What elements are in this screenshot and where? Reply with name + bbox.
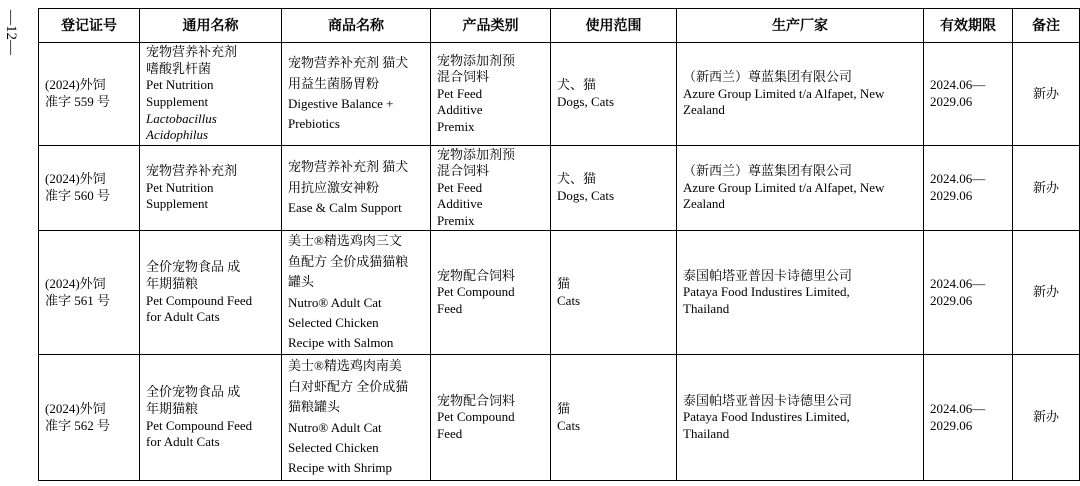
reg-no-line: 准字 561 号 xyxy=(45,292,111,308)
generic-name-cell xyxy=(140,146,282,231)
category-line: 混合饲料 xyxy=(437,69,490,85)
reg-no-line: 准字 562 号 xyxy=(45,417,111,433)
generic-name-line: Acidophilus xyxy=(146,127,209,143)
scope-line: Dogs, Cats xyxy=(557,188,615,203)
trade-name-cell xyxy=(282,355,431,481)
header-validity: 有效期限 xyxy=(924,9,1013,43)
header-generic-name: 通用名称 xyxy=(140,9,282,43)
reg-no-line: 准字 560 号 xyxy=(45,188,111,203)
scope-cell xyxy=(551,231,677,355)
trade-name-line: 宠物营养补充剂 猫犬 xyxy=(288,159,409,175)
trade-name-line: 罐头 xyxy=(288,274,315,290)
table-row xyxy=(39,355,1080,481)
page-number: —12— xyxy=(3,10,19,55)
generic-name-line: Supplement xyxy=(146,94,209,109)
generic-name-line: 全价宠物食品 成 xyxy=(146,384,241,400)
validity-line: 2029.06 xyxy=(930,188,973,203)
trade-name-cell xyxy=(282,43,431,146)
header-manufacturer: 生产厂家 xyxy=(677,9,924,43)
remark-cell xyxy=(1013,43,1080,146)
reg-no-cell xyxy=(39,146,140,231)
remark-cell xyxy=(1013,355,1080,481)
generic-name-line: Pet Compound Feed xyxy=(146,417,253,433)
generic-name-line: 宠物营养补充剂 xyxy=(146,44,238,60)
trade-name-line: 白对虾配方 全价成猫 xyxy=(288,378,409,394)
manufacturer-line: Thailand xyxy=(683,300,730,316)
reg-no-cell xyxy=(39,355,140,481)
manufacturer-line: 泰国帕塔亚普因卡诗德里公司 xyxy=(683,392,853,408)
category-line: Pet Feed xyxy=(437,85,483,101)
remark-text: 新办 xyxy=(1032,179,1059,195)
category-cell xyxy=(431,355,551,481)
header-reg-no: 登记证号 xyxy=(39,9,140,43)
header-category: 产品类别 xyxy=(431,9,551,43)
manufacturer-line: Pataya Food Industires Limited, xyxy=(683,409,850,425)
manufacturer-line: （新西兰）尊蓝集团有限公司 xyxy=(683,163,853,179)
scope-line: Dogs, Cats xyxy=(557,94,615,109)
table-header xyxy=(39,9,1080,43)
header-remark: 备注 xyxy=(1013,9,1080,43)
generic-name-cell xyxy=(140,355,282,481)
trade-name-line: 用抗应激安神粉 xyxy=(288,179,380,195)
remark-text: 新办 xyxy=(1032,409,1059,425)
generic-name-line: Pet Compound Feed xyxy=(146,292,253,308)
trade-name-line: 鱼配方 全价成猫猫粮 xyxy=(288,253,409,269)
manufacturer-line: 泰国帕塔亚普因卡诗德里公司 xyxy=(683,267,853,283)
manufacturer-line: Azure Group Limited t/a Alfapet, New xyxy=(683,179,885,195)
category-cell xyxy=(431,43,551,146)
trade-name-line: Digestive Balance + xyxy=(288,96,394,111)
category-line: Premix xyxy=(437,118,475,134)
remark-text: 新办 xyxy=(1032,284,1059,300)
generic-name-line: 嗜酸乳杆菌 xyxy=(146,60,212,76)
generic-name-line: for Adult Cats xyxy=(146,309,220,325)
trade-name-line: Recipe with Salmon xyxy=(288,335,394,351)
generic-name-line: 宠物营养补充剂 xyxy=(146,163,238,179)
generic-name-cell xyxy=(140,231,282,355)
validity-cell xyxy=(924,231,1013,355)
table-row xyxy=(39,231,1080,355)
generic-name-line: Pet Nutrition xyxy=(146,77,214,93)
scope-line: Cats xyxy=(557,292,581,308)
scope-line: 猫 xyxy=(557,400,571,416)
generic-name-cell xyxy=(140,43,282,146)
table-row xyxy=(39,146,1080,231)
reg-no-line: (2024)外饲 xyxy=(45,275,106,291)
trade-name-line: 猫粮罐头 xyxy=(288,399,341,415)
reg-no-line: (2024)外饲 xyxy=(45,77,106,93)
table-row xyxy=(39,43,1080,146)
scope-line: 犬、猫 xyxy=(557,77,597,93)
trade-name-cell xyxy=(282,146,431,231)
category-line: 宠物添加剂预 xyxy=(437,146,516,162)
category-line: Additive xyxy=(437,196,483,212)
trade-name-line: Nutro® Adult Cat xyxy=(288,419,382,435)
remark-text: 新办 xyxy=(1032,85,1059,101)
manufacturer-cell xyxy=(677,146,924,231)
scope-line: 猫 xyxy=(557,275,571,291)
manufacturer-line: Azure Group Limited t/a Alfapet, New xyxy=(683,85,885,101)
manufacturer-line: Pataya Food Industires Limited, xyxy=(683,284,850,300)
generic-name-line: Supplement xyxy=(146,196,209,212)
manufacturer-line: （新西兰）尊蓝集团有限公司 xyxy=(683,69,853,85)
header-trade-name: 商品名称 xyxy=(282,9,431,43)
header-scope: 使用范围 xyxy=(551,9,677,43)
trade-name-line: Selected Chicken xyxy=(288,314,379,330)
validity-line: 2024.06— xyxy=(930,400,986,416)
generic-name-line: for Adult Cats xyxy=(146,434,220,450)
remark-cell xyxy=(1013,231,1080,355)
category-line: 宠物添加剂预 xyxy=(437,52,516,68)
trade-name-line: 宠物营养补充剂 猫犬 xyxy=(288,55,409,71)
generic-name-line: 全价宠物食品 成 xyxy=(146,259,241,275)
trade-name-line: 美士®精选鸡肉南美 xyxy=(288,358,402,374)
category-line: 宠物配合饲料 xyxy=(437,392,516,408)
category-line: Pet Feed xyxy=(437,179,483,195)
reg-no-cell xyxy=(39,43,140,146)
category-line: Premix xyxy=(437,212,475,228)
reg-no-line: (2024)外饲 xyxy=(45,171,106,187)
generic-name-line: 年期猫粮 xyxy=(146,275,199,291)
reg-no-line: 准字 559 号 xyxy=(45,94,111,109)
reg-no-line: (2024)外饲 xyxy=(45,400,106,416)
validity-line: 2024.06— xyxy=(930,171,986,187)
validity-cell xyxy=(924,146,1013,231)
trade-name-line: 美士®精选鸡肉三文 xyxy=(288,233,402,249)
scope-cell xyxy=(551,43,677,146)
generic-name-line: Pet Nutrition xyxy=(146,179,214,195)
validity-line: 2029.06 xyxy=(930,94,973,109)
category-cell xyxy=(431,146,551,231)
manufacturer-line: Zealand xyxy=(683,102,725,118)
category-cell xyxy=(431,231,551,355)
validity-line: 2029.06 xyxy=(930,417,973,433)
registration-table xyxy=(38,8,1080,481)
table-body xyxy=(39,43,1080,481)
category-line: Pet Compound xyxy=(437,409,515,425)
scope-cell xyxy=(551,146,677,231)
manufacturer-line: Thailand xyxy=(683,425,730,441)
scope-line: 犬、猫 xyxy=(557,171,597,187)
manufacturer-cell xyxy=(677,43,924,146)
trade-name-line: Prebiotics xyxy=(288,116,340,132)
category-line: 混合饲料 xyxy=(437,163,490,179)
trade-name-cell xyxy=(282,231,431,355)
manufacturer-cell xyxy=(677,355,924,481)
validity-cell xyxy=(924,43,1013,146)
validity-line: 2024.06— xyxy=(930,275,986,291)
category-line: 宠物配合饲料 xyxy=(437,267,516,283)
scope-cell xyxy=(551,355,677,481)
validity-line: 2024.06— xyxy=(930,77,986,93)
scope-line: Cats xyxy=(557,417,581,433)
generic-name-line: 年期猫粮 xyxy=(146,400,199,416)
manufacturer-cell xyxy=(677,231,924,355)
manufacturer-line: Zealand xyxy=(683,196,725,212)
category-line: Feed xyxy=(437,425,463,441)
header-row xyxy=(39,9,1080,43)
trade-name-line: 用益生菌肠胃粉 xyxy=(288,75,380,91)
validity-cell xyxy=(924,355,1013,481)
generic-name-line: Lactobacillus xyxy=(146,110,217,126)
trade-name-line: Ease & Calm Support xyxy=(288,200,402,216)
category-line: Additive xyxy=(437,102,483,118)
remark-cell xyxy=(1013,146,1080,231)
trade-name-line: Recipe with Shrimp xyxy=(288,460,392,476)
category-line: Feed xyxy=(437,300,463,316)
trade-name-line: Selected Chicken xyxy=(288,439,379,455)
validity-line: 2029.06 xyxy=(930,292,973,308)
trade-name-line: Nutro® Adult Cat xyxy=(288,294,382,310)
reg-no-cell xyxy=(39,231,140,355)
category-line: Pet Compound xyxy=(437,284,515,300)
